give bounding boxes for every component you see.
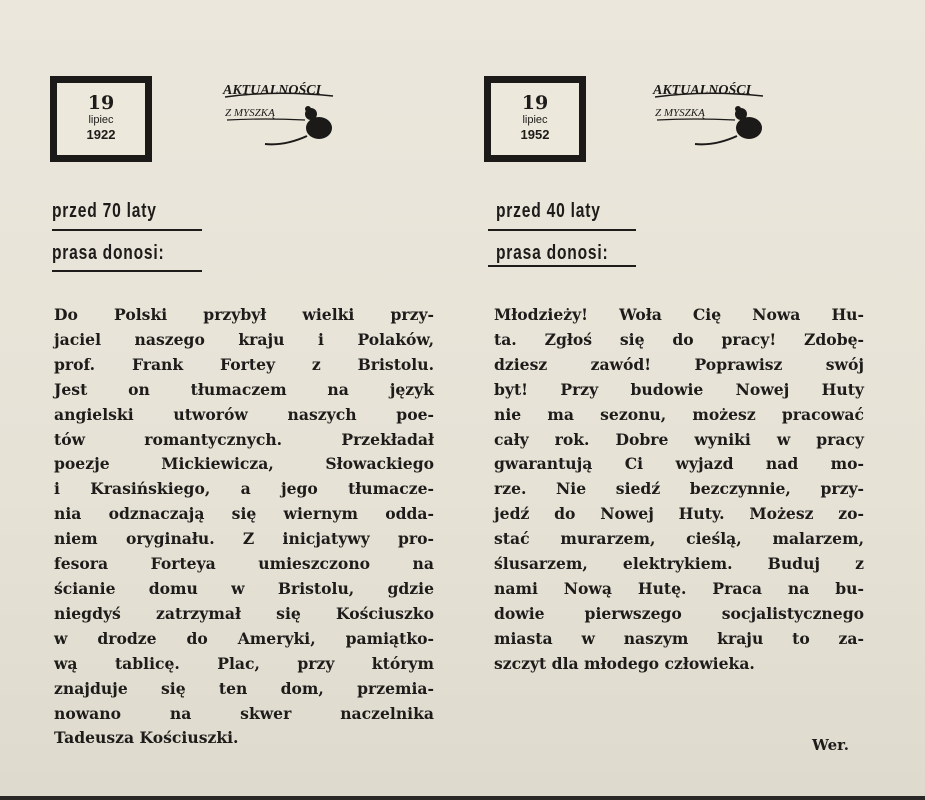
date-day: 19: [87, 92, 115, 114]
body-line: Tadeusza Kościuszki.: [54, 728, 239, 748]
date-box: [50, 76, 152, 162]
heading-underline: [488, 265, 636, 267]
body-line: wą tablicę. Plac, przy którym: [54, 653, 434, 673]
article-column-1922: [0, 0, 440, 790]
heading-divider: [52, 229, 202, 231]
body-line: dziesz zawód! Poprawisz swój: [494, 354, 864, 374]
body-line: angielski utworów naszych poe-: [54, 404, 434, 424]
aktualnosci-logo: [645, 78, 775, 158]
date-year: 1952: [520, 127, 550, 142]
article-body: [54, 303, 434, 751]
body-line: Młodzieży! Woła Cię Nowa Hu-: [494, 305, 864, 324]
body-line: miasta w naszym kraju to za-: [494, 628, 864, 648]
body-line: jedź do Nowej Huty. Możesz zo-: [494, 504, 864, 524]
heading-underline: [52, 270, 202, 272]
body-line: niegdyś zatrzymał się Kościuszko: [54, 603, 434, 623]
body-line: nami Nową Hutę. Praca na bu-: [494, 578, 864, 598]
heading-years-ago: przed 70 laty: [52, 200, 157, 222]
date-day: 19: [521, 92, 549, 114]
body-line: szczyt dla młodego człowieka.: [494, 653, 755, 673]
body-line: stać murarzem, cieślą, malarzem,: [494, 529, 864, 549]
heading-press-reports: prasa donosi:: [496, 242, 609, 264]
svg-text:Z MYSZKĄ: Z MYSZKĄ: [225, 107, 275, 119]
body-line: znajduje się ten dom, przemia-: [54, 678, 434, 698]
aktualnosci-logo: [215, 78, 345, 158]
page-edge: [0, 796, 925, 800]
svg-text:AKTUALNOŚCI: AKTUALNOŚCI: [653, 83, 752, 98]
svg-text:Z MYSZKĄ: Z MYSZKĄ: [655, 107, 705, 119]
body-line: prof. Frank Fortey z Bristolu.: [54, 354, 434, 374]
body-line: nie ma sezonu, możesz pracować: [494, 404, 864, 424]
mouse-logo-icon: [645, 78, 775, 158]
body-line: jaciel naszego kraju i Polaków,: [54, 329, 434, 349]
body-line: byt! Przy budowie Nowej Huty: [494, 379, 864, 399]
body-line: niem oryginału. Z inicjatywy pro-: [54, 529, 434, 549]
body-line: dowie pierwszego socjalistycznego: [494, 603, 864, 623]
body-line: ta. Zgłoś się do pracy! Zdobę-: [494, 329, 864, 349]
author-signature: Wer.: [812, 736, 849, 754]
body-line: Do Polski przybył wielki przy-: [54, 305, 434, 324]
body-line: fesora Forteya umieszczono na: [54, 554, 434, 574]
heading-divider: [488, 229, 636, 231]
heading-years-ago: przed 40 laty: [496, 200, 601, 222]
mouse-logo-icon: [215, 78, 345, 158]
svg-text:AKTUALNOŚCI: AKTUALNOŚCI: [223, 83, 322, 98]
body-line: gwarantują Ci wyjazd nad mo-: [494, 454, 864, 474]
body-line: cały rok. Dobre wyniki w pracy: [494, 429, 864, 449]
body-line: Jest on tłumaczem na język: [54, 379, 434, 399]
body-line: rze. Nie siedź bezczynnie, przy-: [494, 479, 864, 499]
article-column-1952: [440, 0, 880, 790]
body-line: tów romantycznych. Przekładał: [54, 429, 434, 449]
date-box: [484, 76, 586, 162]
body-line: ślusarzem, elektrykiem. Buduj z: [494, 554, 864, 574]
date-month: lipiec: [522, 114, 548, 126]
date-year: 1922: [86, 127, 116, 142]
body-line: i Krasińskiego, a jego tłumacze-: [54, 479, 434, 499]
date-month: lipiec: [88, 114, 114, 126]
body-line: nowano na skwer naczelnika: [54, 703, 434, 723]
heading-press-reports: prasa donosi:: [52, 242, 165, 264]
body-line: nia odznaczają się wiernym odda-: [54, 504, 434, 524]
body-line: w drodze do Ameryki, pamiątko-: [54, 628, 434, 648]
body-line: ścianie domu w Bristolu, gdzie: [54, 578, 434, 598]
body-line: poezje Mickiewicza, Słowackiego: [54, 454, 434, 474]
article-body: [494, 303, 864, 677]
